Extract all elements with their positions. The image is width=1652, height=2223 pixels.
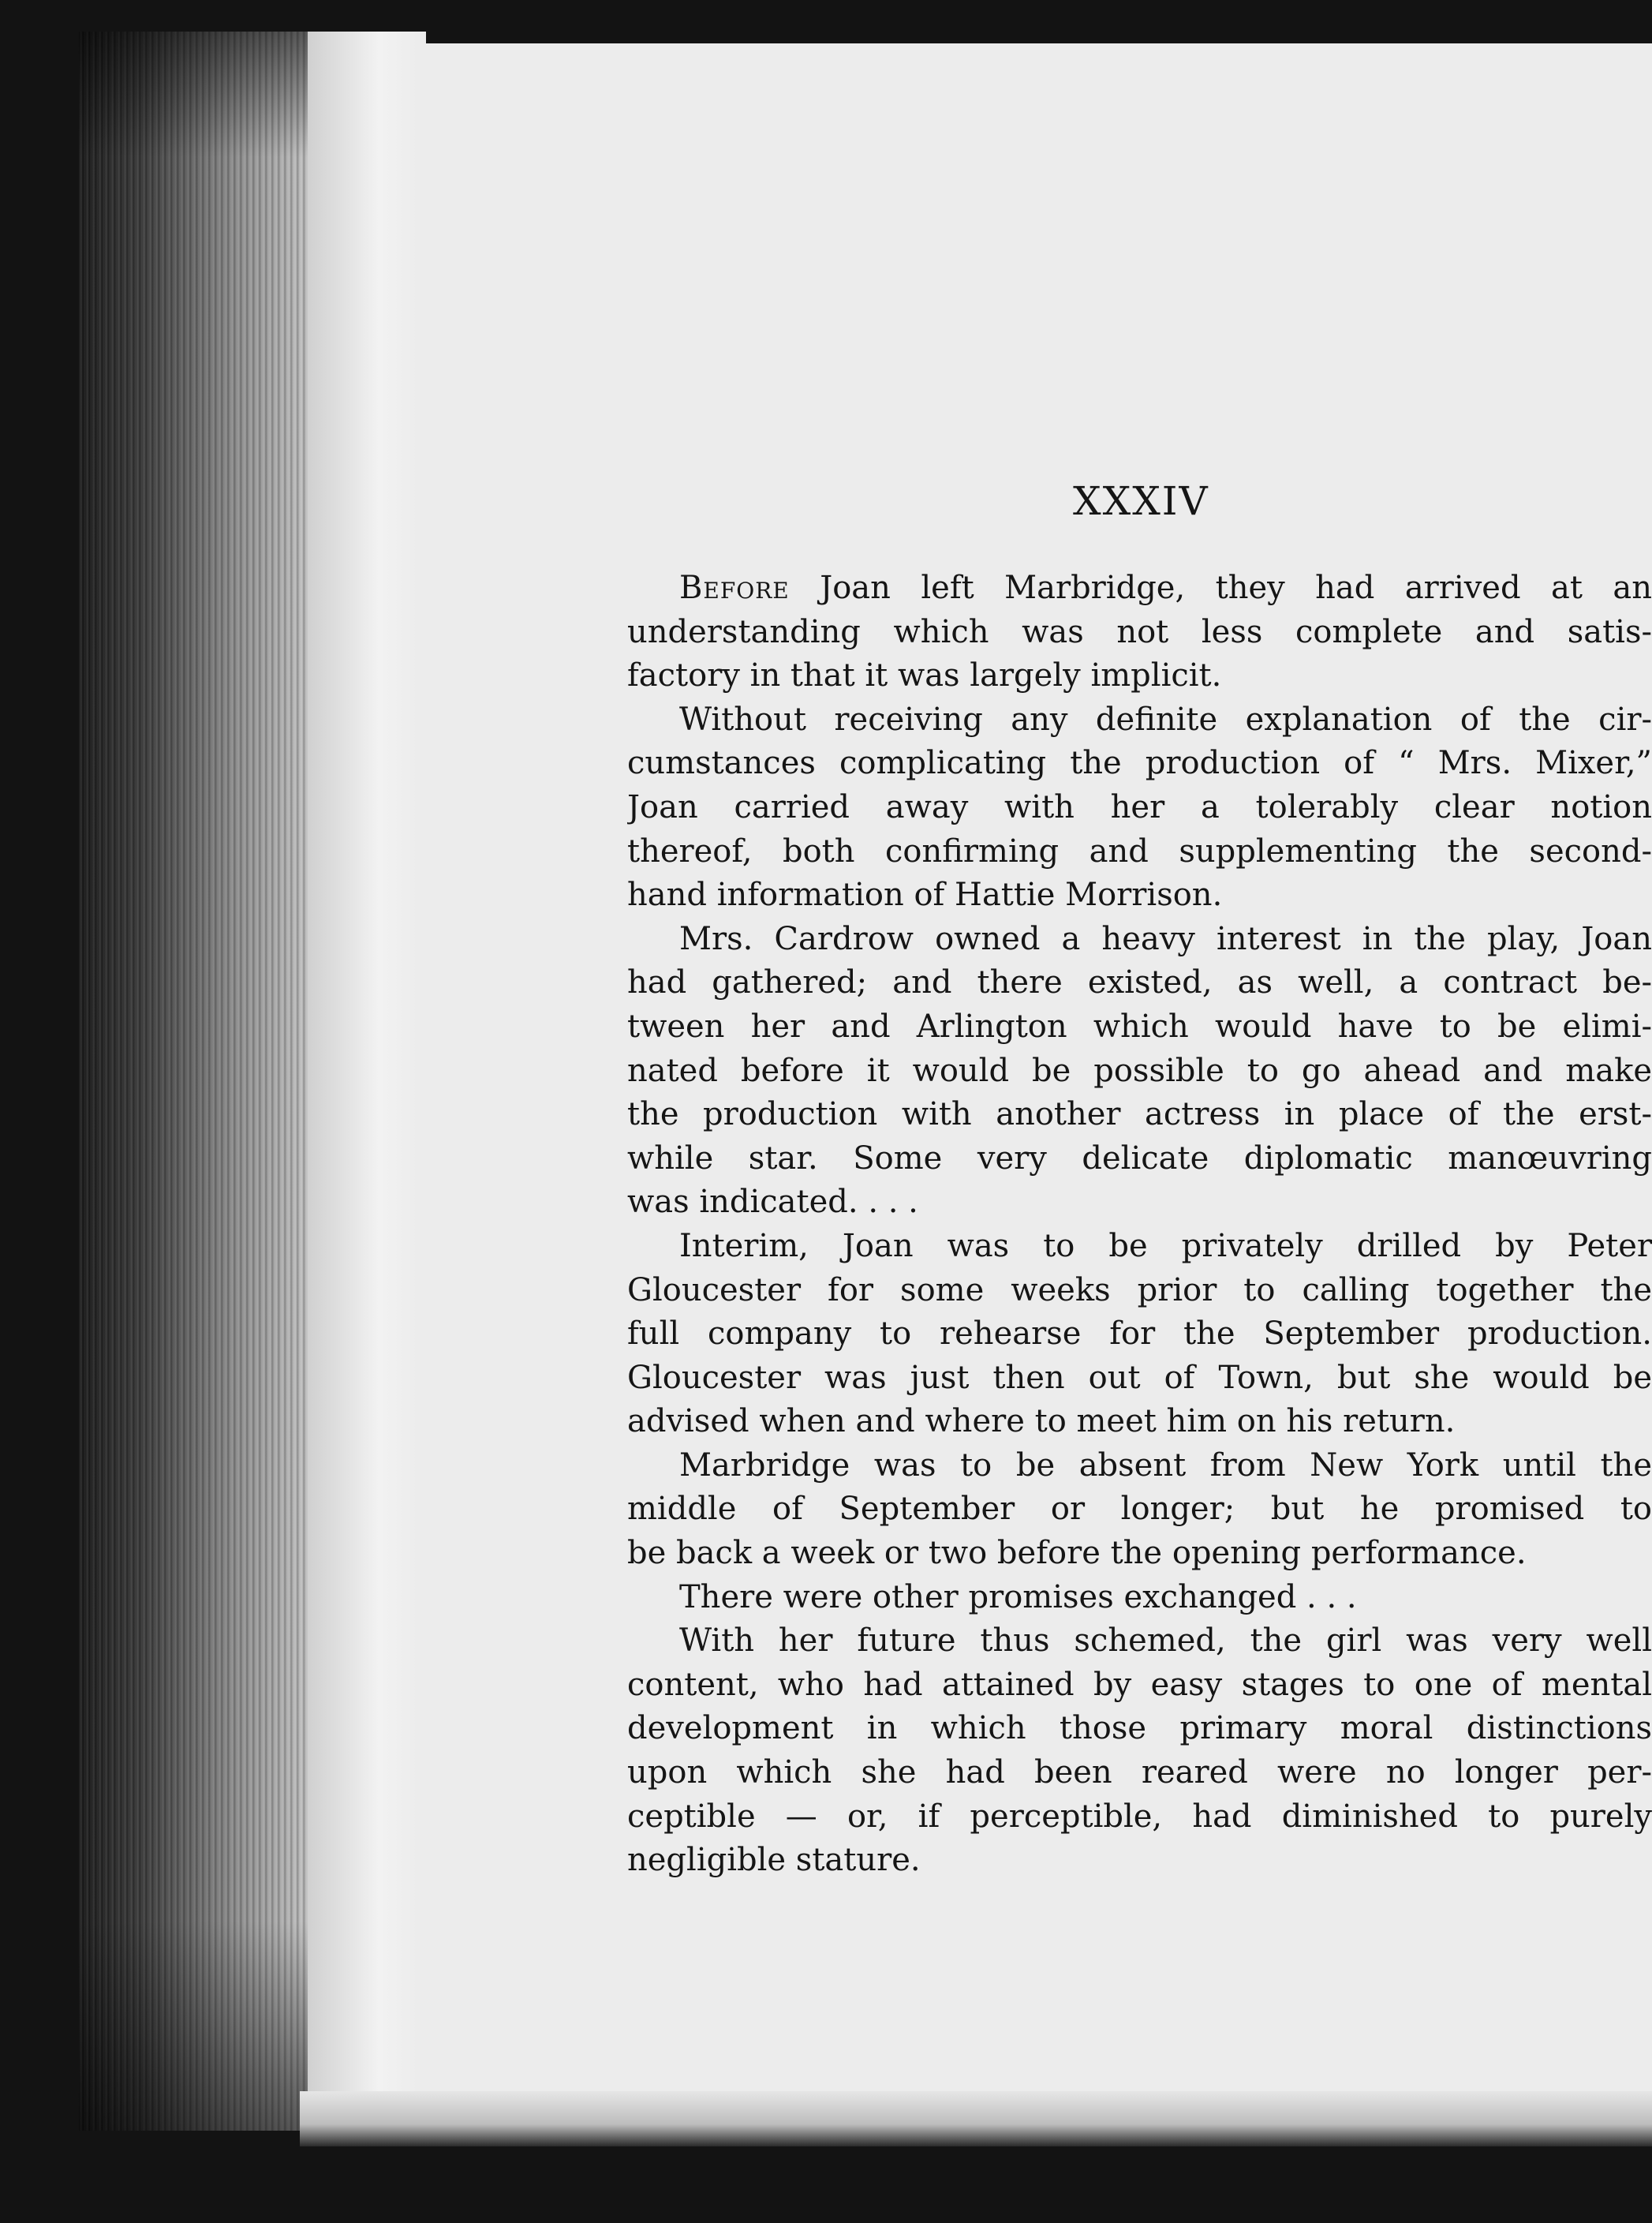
text-line: full company to rehearse for the September production.	[627, 1315, 1652, 1353]
chapter-text	[627, 567, 1652, 1908]
text-line: factory in that it was largely implicit.	[627, 657, 1222, 694]
text-line: Interim, Joan was to be privately drilled by Peter	[679, 1227, 1652, 1264]
text-line: ceptible — or, if perceptible, had diminished to purely	[627, 1798, 1652, 1835]
text-line: thereof, both confirming and supplementing the second-	[627, 833, 1652, 870]
text-line: be back a week or two before the opening performance.	[627, 1535, 1527, 1572]
text-line: With her future thus schemed, the girl was very well	[679, 1622, 1652, 1660]
text-line: Gloucester for some weeks prior to calling together the	[627, 1271, 1652, 1308]
text-line: development in which those primary moral distinctions	[627, 1710, 1652, 1747]
text-line: upon which she had been reared were no longer per-	[627, 1754, 1652, 1791]
text-line: Marbridge was to be absent from New York until the	[679, 1446, 1652, 1484]
text-line: There were other promises exchanged . . .	[679, 1578, 1357, 1615]
text-line: had gathered; and there existed, as well, a contract be-	[627, 964, 1652, 1001]
text-line: negligible stature.	[627, 1842, 921, 1879]
page-bottom-edge	[300, 2091, 1652, 2146]
text-line: nated before it would be possible to go ahead and make	[627, 1052, 1652, 1089]
page-gutter	[308, 32, 426, 2139]
text-line: advised when and where to meet him on his return.	[627, 1403, 1456, 1440]
text-line: the production with another actress in place of the erst-	[627, 1096, 1652, 1133]
lead-word: Before	[679, 570, 790, 606]
text-line: understanding which was not less complete and satis-	[627, 613, 1652, 650]
text-line: was indicated. . . .	[627, 1184, 918, 1221]
text-line	[627, 567, 1652, 611]
text-line: Without receiving any definite explanation of the cir-	[679, 701, 1652, 738]
text-line: Joan carried away with her a tolerably clear notion	[627, 788, 1652, 825]
chapter-heading: XXXIV	[1073, 478, 1209, 524]
text-line: Mrs. Cardrow owned a heavy interest in the play, Joan	[679, 920, 1652, 957]
text-line: Gloucester was just then out of Town, but she would be	[627, 1359, 1652, 1396]
text-line: hand information of Hattie Morrison.	[627, 877, 1223, 914]
text-line: tween her and Arlington which would have to be elimi-	[627, 1008, 1652, 1045]
text-line: while star. Some very delicate diplomatic manœuvring	[627, 1140, 1652, 1177]
text-line: middle of September or longer; but he promised to	[627, 1491, 1652, 1528]
text-line: cumstances complicating the production of “ Mrs. Mixer,”	[627, 745, 1652, 782]
text-line: content, who had attained by easy stages to one of mental	[627, 1666, 1652, 1703]
line-text: Joan left Marbridge, they had arrived at an	[789, 570, 1652, 606]
